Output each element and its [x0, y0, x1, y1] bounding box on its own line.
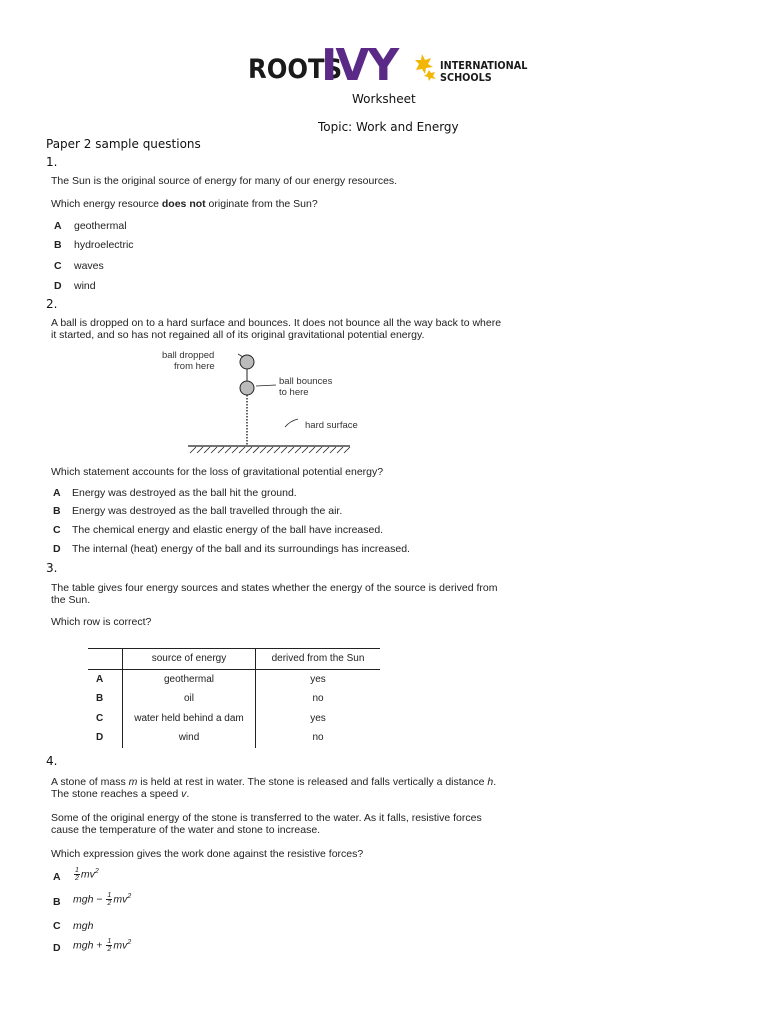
- q4-option-b-expr: mgh − $\frac{1}{2}$ $mv^2$: [73, 892, 132, 907]
- fraction-half: $\frac{1}{2}$: [75, 867, 79, 882]
- question-1-number: 1.: [46, 155, 58, 169]
- table-cell-derived: no: [312, 732, 324, 744]
- energy-source-table: [88, 648, 380, 748]
- table-header-derived: derived from the Sun: [271, 653, 365, 665]
- dropped-ball-icon: [240, 355, 254, 369]
- q2-option-a-text: Energy was destroyed as the ball hit the ground.: [72, 487, 297, 499]
- table-cell-source: oil: [123, 689, 256, 709]
- question-3-stem-line1: The table gives four energy sources and states whether the energy of the source is derived from: [51, 582, 498, 594]
- label-ball-bounces-line2: to here: [279, 387, 309, 398]
- q4-var-m: m: [128, 776, 138, 788]
- table-cell-source: geothermal: [123, 669, 256, 689]
- q4-option-d-expr: mgh + $\frac{1}{2}$ $mv^2$: [73, 938, 132, 953]
- logo-intl-line2: SCHOOLS: [440, 71, 492, 84]
- table-cell-derived: yes: [310, 712, 326, 724]
- question-4-para-line1: Some of the original energy of the stone is transferred to the water. As it falls, resistive forces: [51, 812, 482, 824]
- question-1-ask-pre: Which energy resource: [51, 198, 162, 210]
- q1-option-c-letter: C: [54, 260, 62, 272]
- question-3-number: 3.: [46, 561, 58, 575]
- table-cell-derived: no: [312, 693, 324, 705]
- question-4-stem-line1: [51, 776, 496, 788]
- q4-text: A stone of mass: [51, 776, 129, 788]
- q4-var-h: h: [487, 776, 494, 788]
- table-row: [88, 669, 380, 689]
- table-row: [88, 728, 380, 748]
- table-header-row: [88, 649, 380, 670]
- q4-option-a-expr: $\frac{1}{2}$ $mv^2$: [75, 867, 99, 882]
- q4-var-v: v: [181, 788, 187, 800]
- question-2-ask: Which statement accounts for the loss of gravitational potential energy?: [51, 466, 384, 478]
- q2-option-d-letter: D: [53, 543, 61, 555]
- q4-option-c-letter: C: [53, 920, 61, 932]
- question-2-stem-line1: A ball is dropped on to a hard surface and bounces. It does not bounce all the way back to where: [51, 317, 502, 329]
- table-cell-letter: B: [96, 693, 104, 705]
- q1-option-d-text: wind: [74, 280, 96, 292]
- topic-title: Topic: Work and Energy: [318, 120, 459, 134]
- question-1-ask: [51, 198, 318, 210]
- table-cell-source: water held behind a dam: [123, 709, 256, 729]
- logo-roots-text: ROOTS: [248, 54, 343, 85]
- question-1-ask-post: originate from the Sun?: [205, 198, 318, 210]
- table-row: [88, 689, 380, 709]
- table-cell-letter: C: [96, 712, 104, 724]
- q2-option-b-letter: B: [53, 505, 61, 517]
- q4-option-d-letter: D: [53, 942, 61, 954]
- q2-option-c-text: The chemical energy and elastic energy of the ball have increased.: [72, 524, 384, 536]
- label-hard-surface: hard surface: [305, 420, 358, 431]
- q1-option-a-letter: A: [54, 220, 62, 232]
- q1-option-b-letter: B: [54, 239, 62, 251]
- logo-intl-text: [440, 60, 527, 84]
- question-2-stem-line2: it started, and so has not regained all of its original gravitational potential energy.: [51, 329, 425, 341]
- q4-option-c-expr: mgh: [73, 920, 94, 932]
- label-ball-bounces-line1: ball bounces: [279, 376, 333, 387]
- bounced-ball-icon: [240, 381, 254, 395]
- q2-option-a-letter: A: [53, 487, 61, 499]
- logo-intl-line1: INTERNATIONAL: [440, 59, 528, 72]
- section-heading: Paper 2 sample questions: [46, 137, 201, 151]
- logo: [248, 40, 528, 91]
- q4-text: .: [186, 788, 190, 800]
- question-4-para-line2: cause the temperature of the water and stone to increase.: [51, 824, 321, 836]
- q1-option-a-text: geothermal: [74, 220, 127, 232]
- question-3-stem-line2: the Sun.: [51, 594, 91, 606]
- q1-option-c-text: waves: [74, 260, 104, 272]
- q1-option-d-letter: D: [54, 280, 62, 292]
- question-4-stem-line2: [51, 788, 189, 800]
- question-4-number: 4.: [46, 754, 58, 768]
- ivy-leaf-icon: [413, 52, 439, 82]
- question-3-ask: Which row is correct?: [51, 616, 152, 628]
- fraction-half: $\frac{1}{2}$: [107, 938, 112, 953]
- table-cell-source: wind: [123, 728, 256, 748]
- q4-option-a-letter: A: [53, 871, 61, 883]
- q4-text: .: [493, 776, 497, 788]
- fraction-half: $\frac{1}{2}$: [107, 892, 112, 907]
- q2-option-c-letter: C: [53, 524, 61, 536]
- q4-text: The stone reaches a speed: [51, 788, 182, 800]
- worksheet-title: Worksheet: [352, 92, 416, 106]
- q4-text: is held at rest in water. The stone is released and falls vertically a distance: [137, 776, 488, 788]
- q4-option-b-letter: B: [53, 896, 61, 908]
- q2-option-d-text: The internal (heat) energy of the ball and its surroundings has increased.: [72, 543, 410, 555]
- table-cell-letter: D: [96, 732, 104, 744]
- question-1-stem: The Sun is the original source of energy for many of our energy resources.: [51, 175, 398, 187]
- table-cell-letter: A: [96, 673, 104, 685]
- table-header-letter: [88, 649, 123, 670]
- hard-surface-icon: [188, 446, 350, 453]
- q2-option-b-text: Energy was destroyed as the ball travelled through the air.: [72, 505, 343, 517]
- q1-option-b-text: hydroelectric: [74, 239, 134, 251]
- table-row: [88, 709, 380, 729]
- table-header-source: source of energy: [123, 649, 256, 670]
- question-1-ask-bold: does not: [161, 198, 206, 210]
- question-4-ask: Which expression gives the work done against the resistive forces?: [51, 848, 364, 860]
- table-cell-derived: yes: [310, 673, 326, 685]
- label-ball-dropped-line1: ball dropped: [162, 350, 215, 361]
- question-2-number: 2.: [46, 297, 58, 311]
- label-ball-dropped-line2: from here: [174, 361, 215, 372]
- logo-ivy-text: IVY: [321, 40, 398, 91]
